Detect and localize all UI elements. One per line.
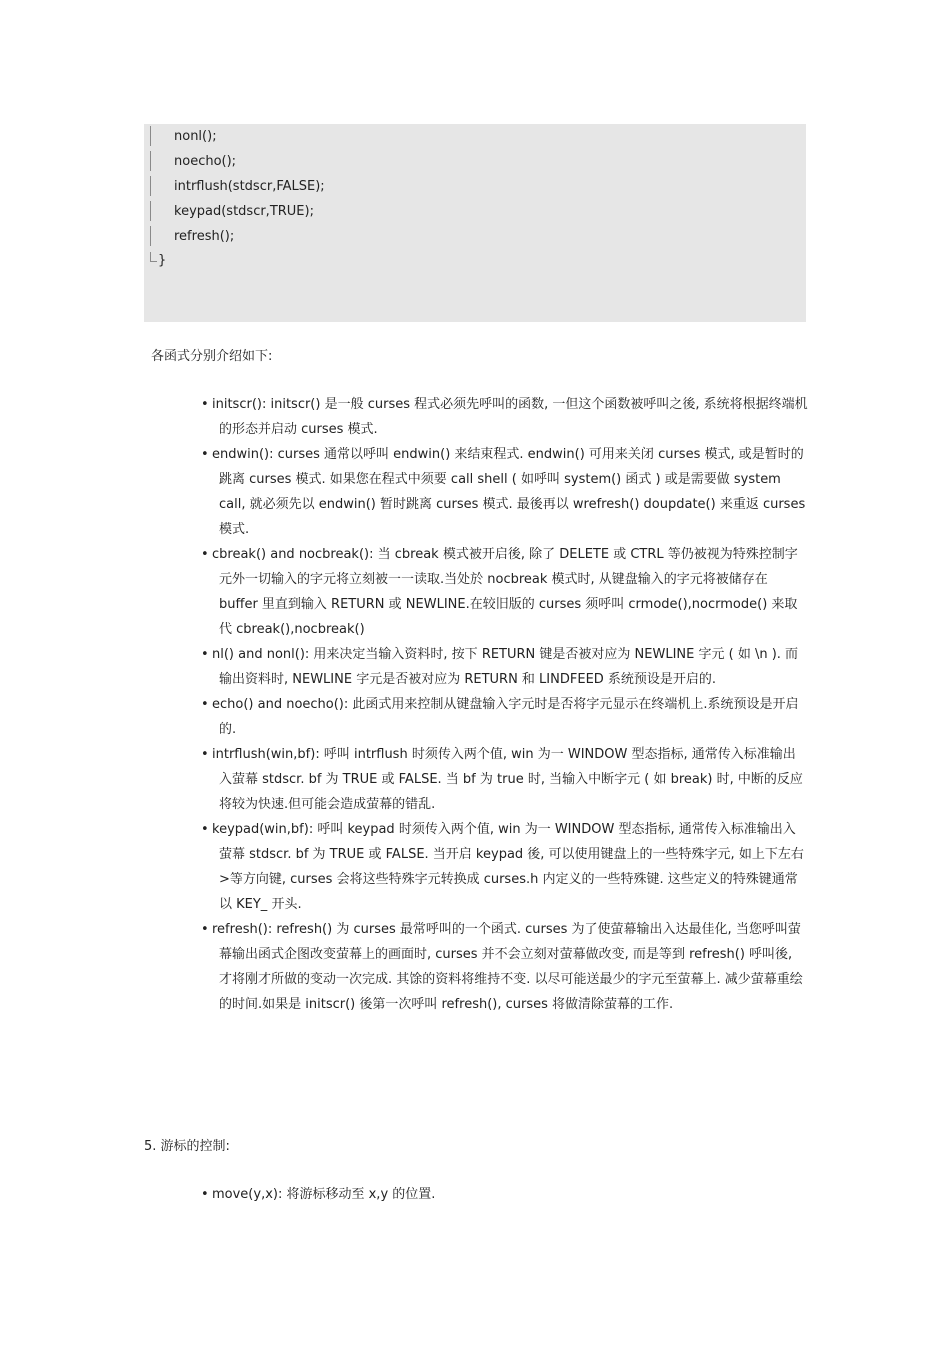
code-text: keypad(stdscr,TRUE); xyxy=(174,204,314,219)
list-item xyxy=(190,392,808,442)
code-line xyxy=(144,199,314,224)
list-item xyxy=(190,542,808,642)
list-item xyxy=(190,917,808,1017)
code-text: refresh(); xyxy=(174,229,235,244)
code-text: nonl(); xyxy=(174,129,217,144)
code-block xyxy=(144,124,806,322)
code-indent-guide xyxy=(150,126,151,146)
bullet-icon: • xyxy=(201,747,209,762)
list-item-text: initscr(): initscr() 是一般 curses 程式必须先呼叫的函数, 一但这个函数被呼叫之後, 系统将根据终端机的形态并启动 curses 模式. xyxy=(212,397,808,437)
intro-text: 各函式分别介绍如下: xyxy=(151,349,273,364)
bullet-icon: • xyxy=(201,822,209,837)
list-item-text: intrflush(win,bf): 呼叫 intrflush 时须传入两个值, win 为一 WINDOW 型态指标, 通常传入标准输出入萤幕 stdscr. bf 为 TRUE 或 FALSE. 当 bf 为 true 时, 当输入中断字元 ( 如 break) 时, 中断的反应将较为快速.但可能会造成萤幕的错乱. xyxy=(212,747,803,812)
list-item-text: keypad(win,bf): 呼叫 keypad 时须传入两个值, win 为一 WINDOW 型态指标, 通常传入标准输出入萤幕 stdscr. bf 为 TRUE 或 FALSE. 当开启 keypad 後, 可以使用键盘上的一些特殊字元, 如上下左右>等方向键, curses 会将这些特殊字元转换成 curses.h 内定义的一些特殊键. 这些定义的特殊键通常以 KEY_ 开头. xyxy=(212,822,804,912)
section-heading: 5. 游标的控制: xyxy=(144,1139,230,1154)
list-item-text: refresh(): refresh() 为 curses 最常呼叫的一个函式. curses 为了使萤幕输出入达最佳化, 当您呼叫萤幕输出函式企图改变萤幕上的画面时, curses 并不会立刻对萤幕做改变, 而是等到 refresh() 呼叫後, 才将刚才所做的变动一次完成. 其馀的资料将维持不变. 以尽可能送最少的字元至萤幕上. 减少萤幕重绘的时间.如果是 initscr() 後第一次呼叫 refresh(), curses 将做清除萤幕的工作. xyxy=(212,922,803,1012)
code-line xyxy=(144,224,235,249)
code-text: intrflush(stdscr,FALSE); xyxy=(174,179,325,194)
code-line xyxy=(144,149,237,174)
bullet-icon: • xyxy=(201,922,209,937)
cursor-function-list xyxy=(190,1182,808,1207)
bullet-icon: • xyxy=(201,697,209,712)
code-indent-guide xyxy=(150,201,151,221)
bullet-icon: • xyxy=(201,397,209,412)
list-item-text: move(y,x): 将游标移动至 x,y 的位置. xyxy=(212,1187,436,1202)
list-item-text: echo() and noecho(): 此函式用来控制从键盘输入字元时是否将字元显示在终端机上.系统预设是开启的. xyxy=(212,697,799,737)
list-item xyxy=(190,642,808,692)
list-item xyxy=(190,692,808,742)
code-closing-brace: } xyxy=(158,253,167,268)
code-indent-guide xyxy=(150,151,151,171)
function-list xyxy=(190,392,808,1017)
list-item xyxy=(190,1182,808,1207)
code-text: noecho(); xyxy=(174,154,237,169)
bullet-icon: • xyxy=(201,547,209,562)
list-item xyxy=(190,442,808,542)
code-line xyxy=(144,124,217,149)
list-item xyxy=(190,817,808,917)
bullet-icon: • xyxy=(201,447,209,462)
code-line xyxy=(144,174,325,199)
bullet-icon: • xyxy=(201,1187,209,1202)
code-indent-guide xyxy=(150,176,151,196)
bullet-icon: • xyxy=(201,647,209,662)
code-fold-corner-icon xyxy=(150,252,157,262)
code-indent-guide xyxy=(150,226,151,246)
list-item xyxy=(190,742,808,817)
list-item-text: cbreak() and nocbreak(): 当 cbreak 模式被开启後, 除了 DELETE 或 CTRL 等仍被视为特殊控制字元外一切输入的字元将立刻被一一读取.当处於 nocbreak 模式时, 从键盘输入的字元将被储存在 buffer 里直到输入 RETURN 或 NEWLINE.在较旧版的 curses 须呼叫 crmode(),nocrmode() 来取代 cbreak(),nocbreak() xyxy=(212,547,798,637)
list-item-text: endwin(): curses 通常以呼叫 endwin() 来结束程式. endwin() 可用来关闭 curses 模式, 或是暂时的跳离 curses 模式. 如果您在程式中须要 call shell ( 如呼叫 system() 函式 ) 或是需要做 system call, 就必须先以 endwin() 暂时跳离 curses 模式. 最後再以 wrefresh() doupdate() 来重返 curses 模式. xyxy=(212,447,806,537)
list-item-text: nl() and nonl(): 用来决定当输入资料时, 按下 RETURN 键是否被对应为 NEWLINE 字元 ( 如 \n ). 而输出资料时, NEWLINE 字元是否被对应为 RETURN 和 LINDFEED 系统预设是开启的. xyxy=(212,647,799,687)
